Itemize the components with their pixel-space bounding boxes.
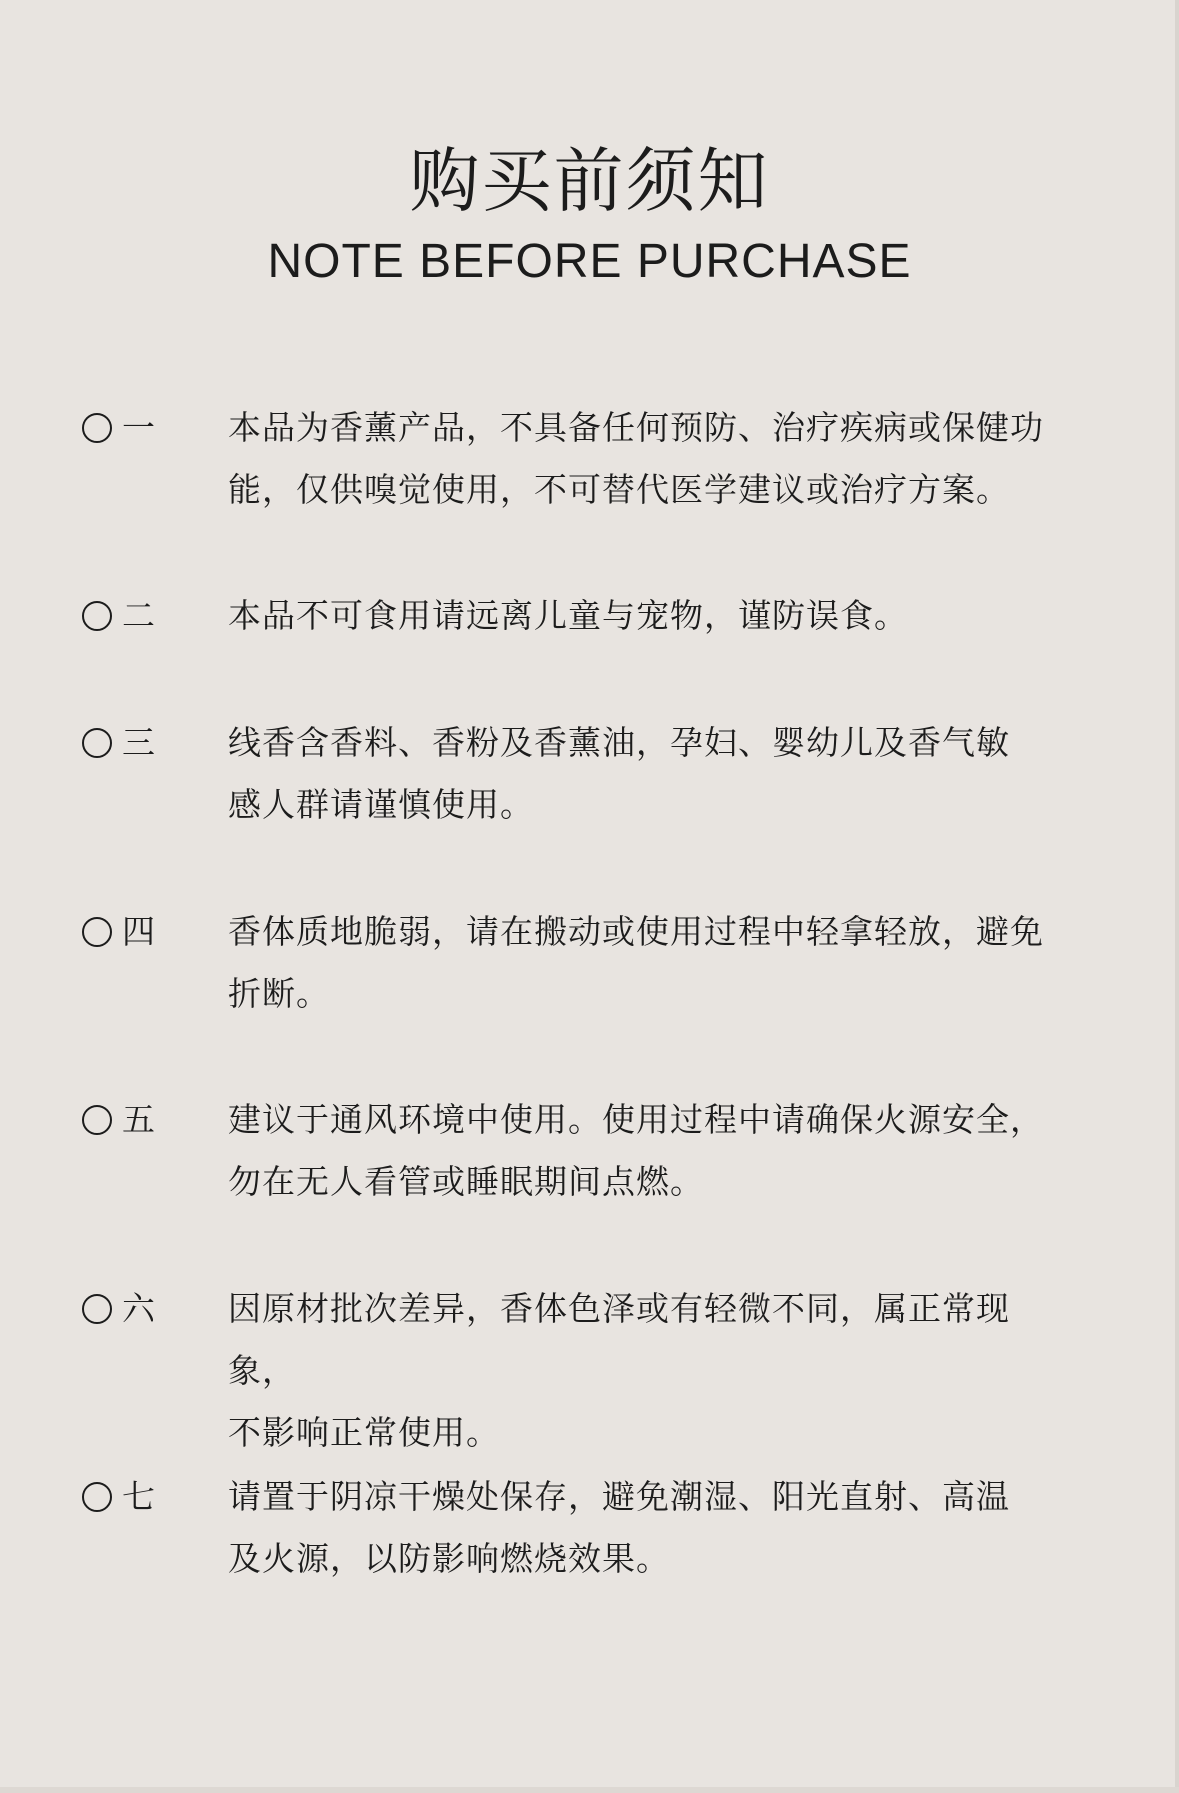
notice-text: 香体质地脆弱，请在搬动或使用过程中轻拿轻放，避免 折断。 bbox=[228, 912, 1044, 1013]
notice-marker bbox=[82, 397, 155, 459]
notice-number: 六 bbox=[122, 1289, 155, 1328]
notice-number: 二 bbox=[122, 596, 155, 635]
circle-bullet-icon bbox=[82, 728, 112, 758]
circle-bullet-icon bbox=[82, 1294, 112, 1324]
notice-number: 五 bbox=[122, 1100, 155, 1139]
circle-bullet-icon bbox=[82, 601, 112, 631]
circle-bullet-icon bbox=[82, 1105, 112, 1135]
circle-bullet-icon bbox=[82, 1482, 112, 1512]
notice-text: 线香含香料、香粉及香薰油，孕妇、婴幼儿及香气敏 感人群请谨慎使用。 bbox=[228, 723, 1010, 824]
circle-bullet-icon bbox=[82, 413, 112, 443]
page-title-english: NOTE BEFORE PURCHASE bbox=[267, 235, 912, 288]
notice-number: 一 bbox=[122, 408, 155, 447]
notice-text: 建议于通风环境中使用。使用过程中请确保火源安全， 勿在无人看管或睡眠期间点燃。 bbox=[228, 1100, 1044, 1201]
bottom-edge-divider bbox=[0, 1787, 1179, 1793]
notice-number: 四 bbox=[122, 912, 155, 951]
notice-marker bbox=[82, 901, 155, 963]
notice-number: 七 bbox=[122, 1477, 155, 1516]
page-title-chinese: 购买前须知 bbox=[409, 140, 770, 222]
circle-bullet-icon bbox=[82, 917, 112, 947]
notice-marker bbox=[82, 1278, 155, 1340]
notice-text: 请置于阴凉干燥处保存，避免潮湿、阳光直射、高温 及火源，以防影响燃烧效果。 bbox=[228, 1477, 1010, 1578]
notice-number: 三 bbox=[122, 723, 155, 762]
notice-marker bbox=[82, 712, 155, 774]
notice-marker bbox=[82, 585, 155, 647]
notice-marker bbox=[82, 1466, 155, 1528]
notice-text: 本品不可食用请远离儿童与宠物，谨防误食。 bbox=[228, 596, 908, 635]
notice-text: 本品为香薰产品，不具备任何预防、治疗疾病或保健功 能，仅供嗅觉使用，不可替代医学建议或治疗方案。 bbox=[228, 408, 1044, 509]
notice-marker bbox=[82, 1089, 155, 1151]
notice-text: 因原材批次差异，香体色泽或有轻微不同，属正常现象， 不影响正常使用。 bbox=[228, 1289, 1010, 1452]
